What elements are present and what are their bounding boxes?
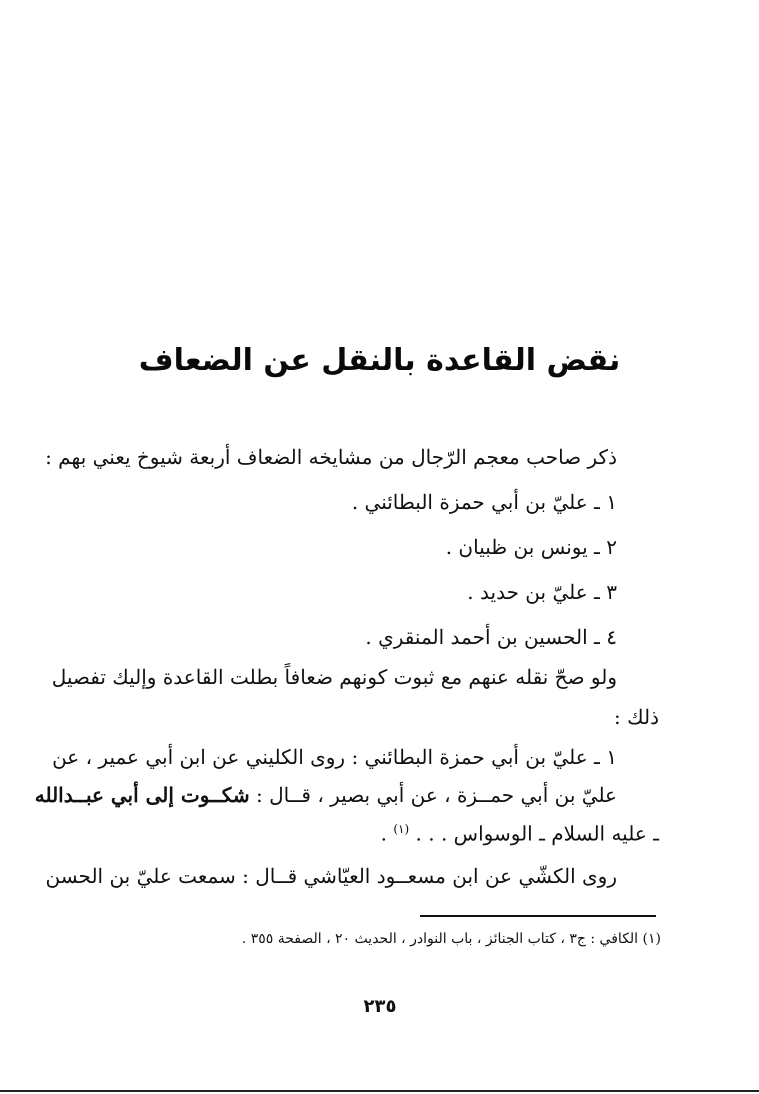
- chapter-title: نقض القاعدة بالنقل عن الضعاف: [138, 343, 621, 378]
- list-item: ٢ ـ يونس بن ظبيان .: [445, 535, 617, 559]
- conclusion-line: ولو صحّ نقله عنهم مع ثبوت كونهم ضعافاً بطلت القاعدة وإليك تفصيل: [51, 665, 617, 689]
- narration-line: ١ ـ عليّ بن أبي حمزة البطائني : روى الكليني عن ابن أبي عمير ، عن: [52, 745, 617, 769]
- intro-paragraph: ذكر صاحب معجم الرّجال من مشايخه الضعاف أربعة شيوخ يعني بهم :: [45, 445, 617, 469]
- narration-line: [381, 823, 659, 844]
- conclusion-line-end: ذلك :: [614, 705, 659, 729]
- footnote-separator: [420, 915, 656, 917]
- narration-line: [34, 783, 617, 807]
- hadith-quote: شكــوت إلى أبي عبــدالله: [34, 783, 250, 807]
- narration-text: عليّ بن أبي حمــزة ، عن أبي بصير ، قــال :: [255, 783, 617, 807]
- narration-line: روى الكشّي عن ابن مسعــود العيّاشي قــال : سمعت عليّ بن الحسن: [45, 864, 617, 888]
- list-item: ٣ ـ عليّ بن حديد .: [467, 580, 617, 604]
- hadith-quote-end: ـ عليه السلام ـ الوسواس . . .: [415, 821, 659, 846]
- sentence-end: .: [380, 821, 387, 846]
- list-item: ٤ ـ الحسين بن أحمد المنقري .: [365, 625, 617, 649]
- page-edge-line: [0, 1090, 759, 1092]
- list-item: ١ ـ عليّ بن أبي حمزة البطائني .: [351, 490, 617, 514]
- footnote-reference: (١): [393, 822, 410, 836]
- page-number: ٢٣٥: [363, 996, 397, 1017]
- footnote: (١) الكافي : ج٣ ، كتاب الجنائز ، باب النوادر ، الحديث ٢٠ ، الصفحة ٣٥٥ .: [241, 931, 661, 947]
